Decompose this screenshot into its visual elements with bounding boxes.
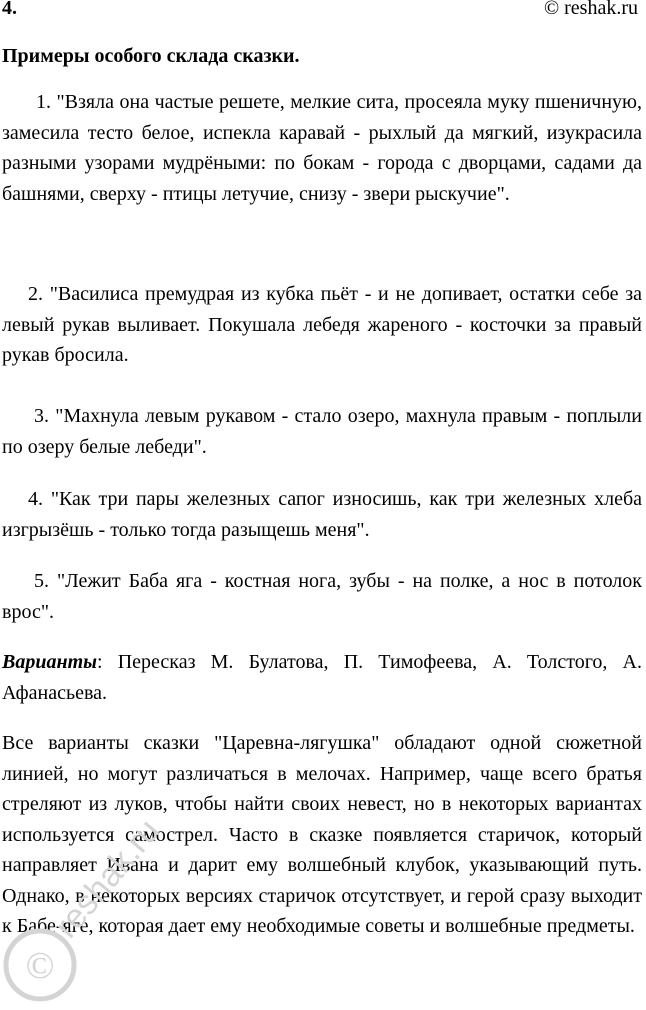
example-paragraph-4: 4. "Как три пары железных сапог износишь, как три железных хлеба изгрызёшь - только тогда разыщешь меня". xyxy=(2,488,642,541)
site-credit: © reshak.ru xyxy=(543,0,638,19)
summary-paragraph: Все варианты сказки "Царевна-лягушка" обладают одной сюжетной линией, но могут различаться в мелочах. Например, чаще всего братья стреляют из луков, чтобы найти своих невест, но в некоторых вариантах используется самострел. Часто в сказке появляется старичок, который направляет Ивана и дарит ему волшебный клубок, указывающий путь. Однако, в некоторых версиях старичок отсутствует, и герой сразу выходит к Бабе-яге, которая дает ему необходимые советы и волшебные предметы. xyxy=(2,732,642,937)
task-number: 4. xyxy=(2,0,17,19)
svg-text:©: © xyxy=(25,945,55,987)
variants-text: : Пересказ М. Булатова, П. Тимофеева, А. Толстого, А. Афанасьева. xyxy=(2,651,642,704)
example-paragraph-3: 3. "Махнула левым рукавом - стало озеро, махнула правым - поплыли по озеру белые лебеди". xyxy=(2,405,642,458)
section-title: Примеры особого склада сказки. xyxy=(2,45,300,67)
example-paragraph-5: 5. "Лежит Баба яга - костная нога, зубы - на полке, а нос в потолок врос". xyxy=(2,570,642,623)
watermark-text: reshak.ru xyxy=(47,812,168,946)
variants-paragraph xyxy=(2,647,642,708)
example-paragraph-2: 2. "Василиса премудрая из кубка пьёт - и не допивает, остатки себе за левый рукав выливает. Покушала лебедя жареного - косточки за правый рукав бросила. xyxy=(2,283,642,366)
example-paragraph-1: 1. "Взяла она частые решете, мелкие сита, просеяла муку пшеничную, замесила тесто белое, испекла каравай - рыхлый да мягкий, изукрасила разными узорами мудрёными: по бокам - города с дворцами, садами да башнями, сверху - птицы летучие, снизу - звери рыскучие". xyxy=(2,91,642,205)
variants-label: Варианты xyxy=(2,651,97,673)
